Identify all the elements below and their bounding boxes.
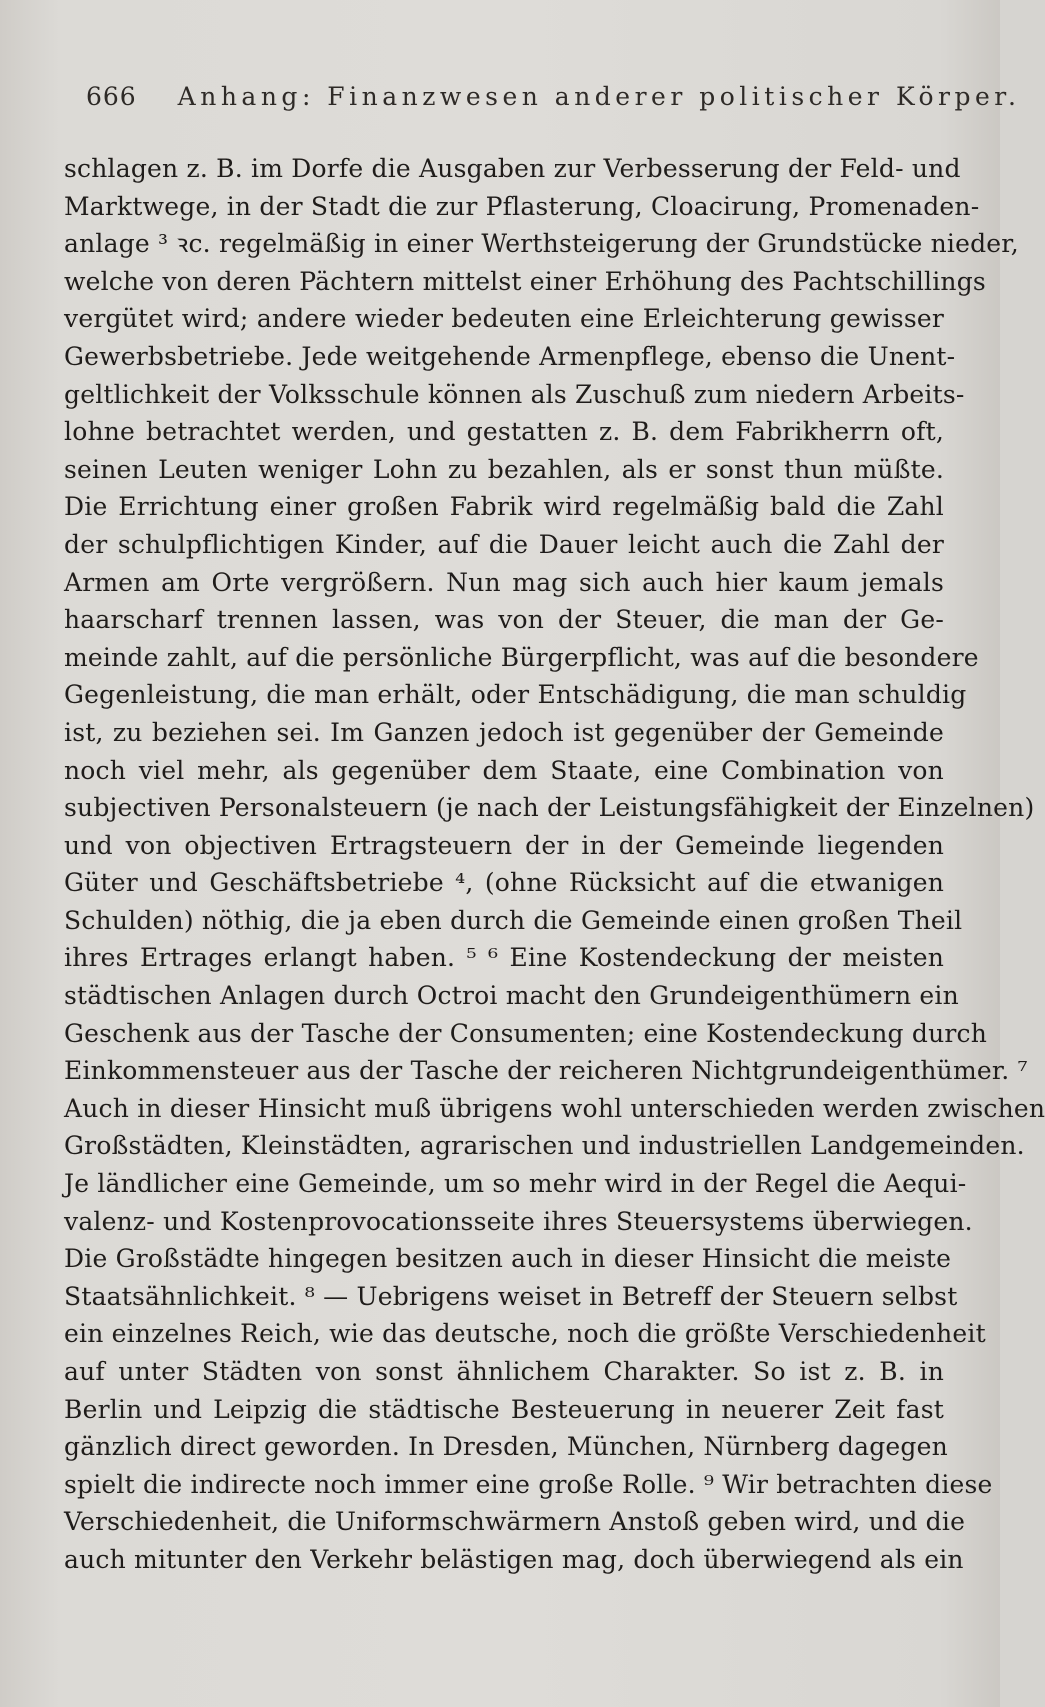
running-head-title: Anhang: Finanzwesen anderer politischer Körper. [177,82,1021,111]
text-line: geltlichkeit der Volksschule können als Zuschuß zum niedern Arbeits- [64,379,965,409]
text-line: Je ländlicher eine Gemeinde, um so mehr wird in der Regel die Aequi- [64,1169,967,1199]
text-line: subjectiven Personalsteuern (je nach der Leistungsfähigkeit der Einzelnen) [64,793,1035,823]
text-line: ein einzelnes Reich, wie das deutsche, noch die größte Verschiedenheit [64,1319,986,1349]
text-line: Armen am Orte vergrößern. Nun mag sich auch hier kaum jemals [64,567,944,597]
text-line: Gegenleistung, die man erhält, oder Entschädigung, die man schuldig [64,680,967,710]
text-line: Berlin und Leipzig die städtische Besteuerung in neuerer Zeit fast [64,1394,944,1424]
text-line: Die Errichtung einer großen Fabrik wird regelmäßig bald die Zahl [64,492,944,522]
text-line: Staatsähnlichkeit. ⁸ — Uebrigens weiset in Betreff der Steuern selbst [64,1281,958,1311]
text-line: anlage ³ ꝛc. regelmäßig in einer Werthsteigerung der Grundstücke nieder, [64,229,1019,259]
text-line: meinde zahlt, auf die persönliche Bürgerpflicht, was auf die besondere [64,642,979,672]
text-line: seinen Leuten weniger Lohn zu bezahlen, als er sonst thun müßte. [64,454,944,484]
text-line: ist, zu beziehen sei. Im Ganzen jedoch ist gegenüber der Gemeinde [64,717,944,747]
text-line: Gewerbsbetriebe. Jede weitgehende Armenpflege, ebenso die Unent- [64,341,956,371]
text-line: Die Großstädte hingegen besitzen auch in dieser Hinsicht die meiste [64,1244,952,1274]
text-line: lohne betrachtet werden, und gestatten z. B. dem Fabrikherrn oft, [64,417,944,447]
text-line: gänzlich direct geworden. In Dresden, München, Nürnberg dagegen [64,1432,948,1462]
running-head [86,82,1021,122]
text-line: Schulden) nöthig, die ja eben durch die Gemeinde einen großen Theil [64,905,963,935]
text-line: schlagen z. B. im Dorfe die Ausgaben zur Verbesserung der Feld- und [64,154,961,183]
text-line: und von objectiven Ertragsteuern der in der Gemeinde liegenden [64,830,944,860]
text-line: noch viel mehr, als gegenüber dem Staate, eine Combination von [64,755,944,785]
text-line: Geschenk aus der Tasche der Consumenten; eine Kostendeckung durch [64,1018,988,1048]
text-line: der schulpflichtigen Kinder, auf die Dauer leicht auch die Zahl der [64,529,944,559]
text-line: valenz- und Kostenprovocationsseite ihres Steuersystems überwiegen. [64,1206,973,1236]
text-line: Großstädten, Kleinstädten, agrarischen und industriellen Landgemeinden. [64,1131,1025,1161]
text-line: Verschiedenheit, die Uniformschwärmern Anstoß geben wird, und die [64,1507,966,1537]
text-line: städtischen Anlagen durch Octroi macht den Grundeigenthümern ein [64,981,959,1011]
text-line: Güter und Geschäftsbetriebe ⁴, (ohne Rücksicht auf die etwanigen [64,868,944,898]
text-line: auf unter Städten von sonst ähnlichem Charakter. So ist z. B. in [64,1357,944,1386]
page-number: 666 [86,82,137,111]
text-line: Auch in dieser Hinsicht muß übrigens wohl unterschieden werden zwischen [64,1093,1045,1123]
text-line: spielt die indirecte noch immer eine große Rolle. ⁹ Wir betrachten diese [64,1469,993,1499]
text-line: Einkommensteuer aus der Tasche der reicheren Nichtgrundeigenthümer. ⁷ [64,1056,1028,1086]
body-text [64,150,1045,1579]
text-line: Marktwege, in der Stadt die zur Pflasterung, Cloacirung, Promenaden- [64,191,980,221]
text-line: welche von deren Pächtern mittelst einer Erhöhung des Pachtschillings [64,266,986,296]
text-line: auch mitunter den Verkehr belästigen mag, doch überwiegend als ein [64,1544,964,1574]
text-line: ihres Ertrages erlangt haben. ⁵ ⁶ Eine Kostendeckung der meisten [64,943,944,973]
text-line: vergütet wird; andere wieder bedeuten eine Erleichterung gewisser [64,304,944,334]
text-line: haarscharf trennen lassen, was von der Steuer, die man der Ge- [64,605,944,635]
